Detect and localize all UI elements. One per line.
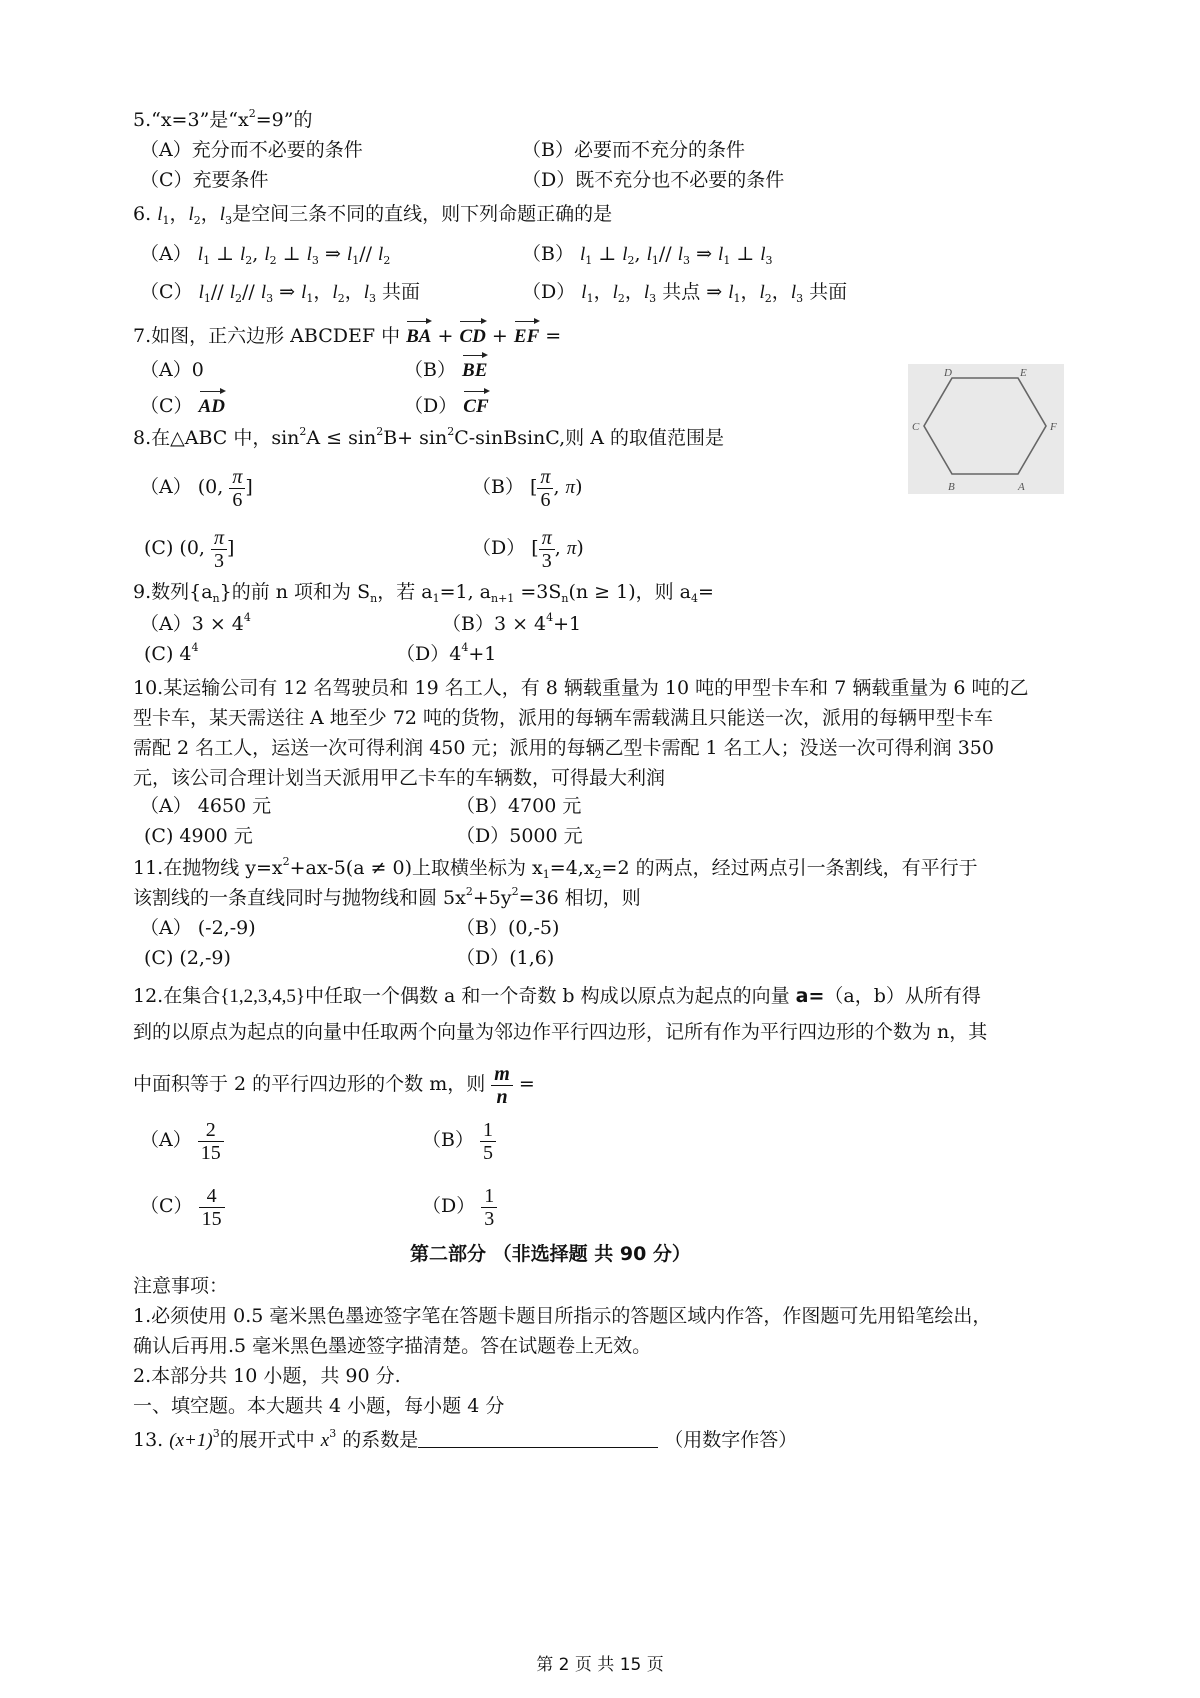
q11-option-a: （A） (-2,-9) bbox=[140, 917, 256, 939]
hexagon-diagram bbox=[908, 364, 1064, 494]
label-d: D bbox=[944, 367, 952, 379]
q10-line2: 型卡车，某天需送往 A 地至少 72 吨的货物，派用的每辆车需载满且只能送一次，派用的每辆甲型卡车 bbox=[133, 707, 994, 729]
q9-option-a: $(A)3 \times 4^4$ bbox=[140, 611, 251, 635]
q8-option-b: （B） [ $\frac{\pi}{6}$ , π) bbox=[472, 465, 583, 511]
part2-note1-line2: 确认后再用.5 毫米黑色墨迹签字描清楚。答在试题卷上无效。 bbox=[133, 1335, 652, 1357]
q7-option-a: （A）0 bbox=[140, 359, 204, 381]
q10-line1: 10.某运输公司有 12 名驾驶员和 19 名工人，有 8 辆载重量为 10 吨的甲型卡车和 7 辆载重量为 6 吨的乙 bbox=[133, 677, 1029, 699]
label-c: C bbox=[912, 421, 920, 433]
q7-stem: 7.如图，正六边形 ABCDEF 中 BA + CD + EF = bbox=[133, 325, 562, 347]
q10-option-b: （B）4700 元 bbox=[456, 795, 582, 817]
q11-line2: 该割线的一条直线同时与抛物线和圆 $5x^2+5y^2=36$ 相切，则 bbox=[133, 885, 641, 909]
part2-notice: 注意事项： bbox=[133, 1275, 229, 1297]
part2-note1-line1: 1.必须使用 0.5 毫米黑色墨迹签字笔在答题卡题目所指示的答题区域内作答，作图题可先用铅笔绘出， bbox=[133, 1305, 992, 1327]
q7-option-b: （B） BE bbox=[404, 359, 488, 381]
q5-option-a: （A）充分而不必要的条件 bbox=[140, 139, 363, 161]
q9-option-c: (C) $4^4$ bbox=[144, 641, 199, 665]
q6-stem: 6. $l_1$，$l_2$，$l_3$是空间三条不同的直线，则下列命题正确的是 bbox=[133, 203, 613, 227]
q9-option-b: $(B)3 \times 4^4+1$ bbox=[442, 611, 582, 635]
q10-line4: 元，该公司合理计划当天派用甲乙卡车的车辆数，可得最大利润 bbox=[133, 767, 666, 789]
q10-line3: 需配 2 名工人，运送一次可得利润 450 元；派用的每辆乙型卡需配 1 名工人；没送一次可得利润 350 bbox=[133, 737, 994, 759]
q7-option-c: （C） AD bbox=[140, 395, 225, 417]
label-e: E bbox=[1020, 367, 1027, 379]
q12-option-a: （A） $\frac{2}{15}$ bbox=[140, 1114, 224, 1166]
q9-option-d: $(D)4^4+1$ bbox=[396, 641, 497, 665]
q12-option-c: （C） $\frac{4}{15}$ bbox=[140, 1180, 225, 1232]
q11-option-d: （D）(1,6) bbox=[456, 947, 555, 969]
label-b: B bbox=[948, 481, 955, 493]
q11-option-b: （B）(0,-5) bbox=[456, 917, 560, 939]
section-fill-in: 一、填空题。本大题共 4 小题，每小题 4 分 bbox=[133, 1395, 505, 1417]
hexagon-figure bbox=[908, 364, 1064, 494]
q5-option-d: （D）既不充分也不必要的条件 bbox=[522, 169, 785, 191]
q10-option-c: (C) 4900 元 bbox=[144, 825, 253, 847]
label-a: A bbox=[1018, 481, 1025, 493]
part2-note2: 2.本部分共 10 小题，共 90 分. bbox=[133, 1365, 401, 1387]
q8-option-d: （D） [ $\frac{\pi}{3}$ , π) bbox=[472, 526, 584, 572]
q6-option-d: （D） $l_1$，$l_2$，$l_3$ 共点 ⇒ $l_1$，$l_2$，$l_3$ 共面 bbox=[522, 281, 848, 305]
q13-answer-blank[interactable] bbox=[418, 1429, 658, 1448]
q12-line2: 到的以原点为起点的向量中任取两个向量为邻边作平行四边形，记所有作为平行四边形的个数为 n，其 bbox=[133, 1021, 988, 1043]
q5-option-c: （C）充要条件 bbox=[140, 169, 269, 191]
q8-stem: 8.在△ABC 中，$\sin^2A \le \sin^2B+$ $\sin^2C$-sinBsinC,则 A 的取值范围是 bbox=[133, 425, 724, 449]
q12-option-d: （D） $\frac{1}{3}$ bbox=[422, 1180, 497, 1232]
q12-line1: 12.在集合{1,2,3,4,5}中任取一个偶数 a 和一个奇数 b 构成以原点为起点的向量 a=（a，b）从所有得 bbox=[133, 985, 981, 1007]
q8-option-c: (C) (0, $\frac{\pi}{3}$ ] bbox=[144, 526, 235, 572]
q5-option-b: （B）必要而不充分的条件 bbox=[522, 139, 745, 161]
q12-line3: 中面积等于 2 的平行四边形的个数 m，则 $\frac{m}{n}$ = bbox=[133, 1062, 535, 1108]
part2-title: 第二部分 （非选择题 共 90 分） bbox=[410, 1243, 691, 1265]
q13-stem: 13. $(x+1)^3$的展开式中 $x^3$ 的系数是 （用数字作答） bbox=[133, 1427, 798, 1451]
q6-option-c: （C） $l_1//$ $l_2//$ $l_3$ ⇒ $l_1$，$l_2$，$l_3$ 共面 bbox=[140, 281, 421, 305]
label-f: F bbox=[1050, 421, 1057, 433]
q5-stem: 5.“x=3”是“$x^2=9$”的 bbox=[133, 107, 313, 131]
q8-option-a: （A） (0, $\frac{\pi}{6}$ ] bbox=[140, 465, 253, 511]
q11-line1: 11.在抛物线 $y=x^2+ax-5(a \ne 0)$上取横坐标为 $x_1=4,x_2=2$ 的两点，经过两点引一条割线，有平行于 bbox=[133, 855, 978, 881]
page-footer: 第 2 页 共 15 页 bbox=[536, 1655, 664, 1675]
q9-stem: 9.数列$\{a_n\}$的前 n 项和为 $S_n$，若 $a_1=1$, $a_{n+1} =3S_n(n \ge 1)$，则 $a_4=$ bbox=[133, 581, 714, 605]
q6-option-b: （B） $l_1$ ⊥ $l_2$, $l_1//$ $l_3$ ⇒ $l_1$ ⊥ $l_3$ bbox=[522, 243, 773, 267]
q12-option-b: （B） $\frac{1}{5}$ bbox=[422, 1114, 496, 1166]
q10-option-a: （A） 4650 元 bbox=[140, 795, 272, 817]
q10-option-d: （D）5000 元 bbox=[456, 825, 583, 847]
q11-option-c: (C) (2,-9) bbox=[144, 947, 231, 969]
q7-option-d: （D） CF bbox=[404, 395, 489, 417]
q6-option-a: （A） $l_1$ ⊥ $l_2$, $l_2$ ⊥ $l_3$ ⇒ $l_1//$ $l_2$ bbox=[140, 243, 391, 267]
